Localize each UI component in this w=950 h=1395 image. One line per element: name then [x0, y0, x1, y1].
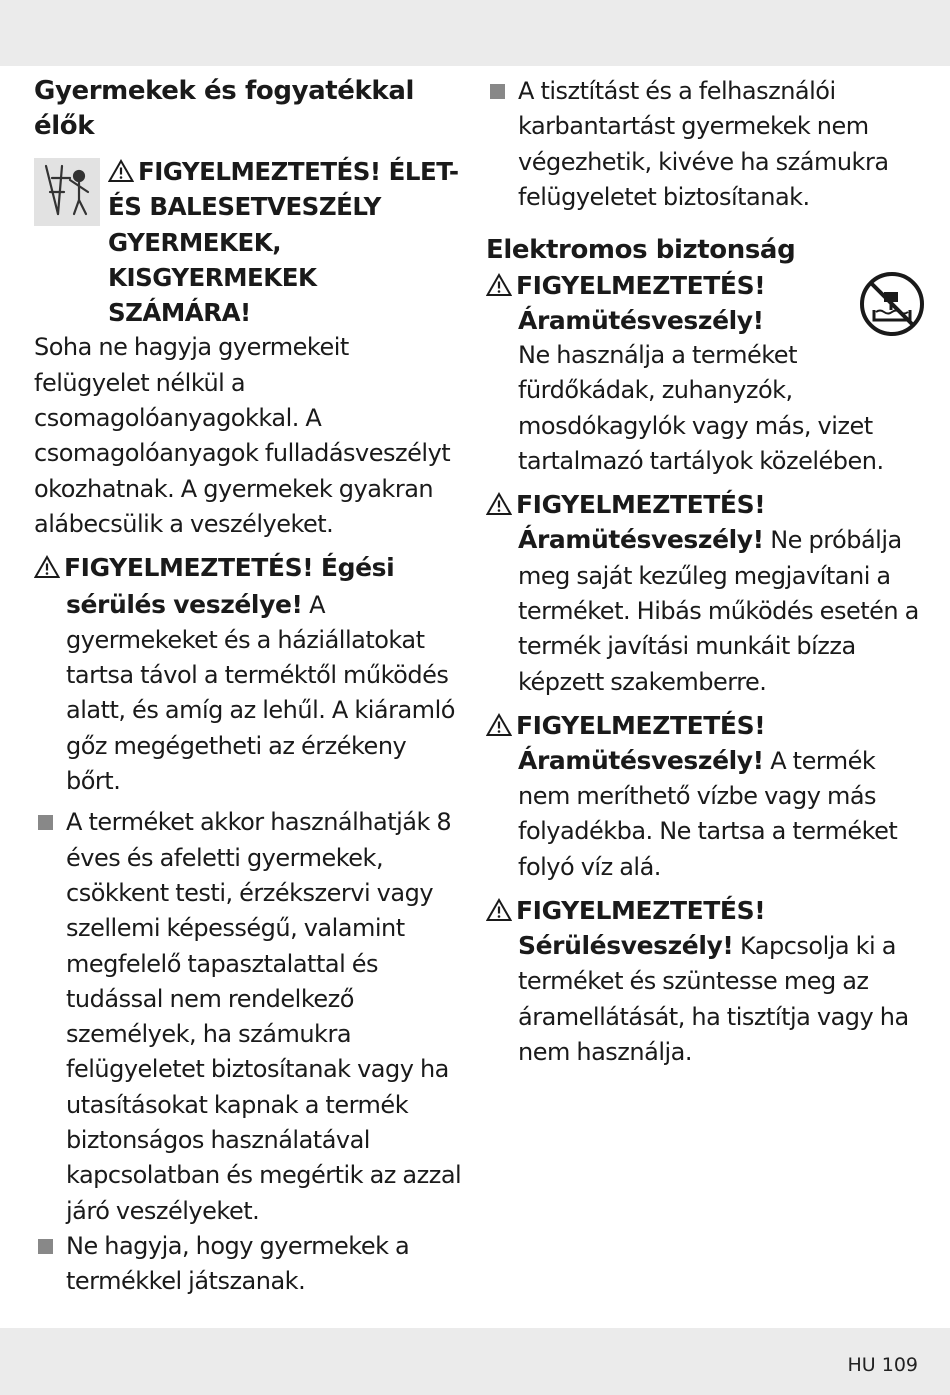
bullet-square-icon [490, 84, 505, 99]
child-warning-line-4: KISGYERMEKEK [108, 262, 317, 292]
list-item [486, 74, 926, 215]
burn-warning-text: A gyermekeket és a háziállatokat tartsa távol a terméktől működés alatt, és amíg az lehűl. A kiáramló gőz megégetheti az érzékeny bőrt. [66, 590, 455, 796]
shock-warning-repair [486, 487, 926, 699]
injury-warning [486, 893, 926, 1070]
warning-sublabel: Áramütésveszély! [518, 306, 764, 336]
child-warning-line-3: GYERMEKEK, [108, 227, 282, 257]
child-warning-line-1: FIGYELMEZTETÉS! ÉLET- [138, 157, 459, 186]
warning-label: FIGYELMEZTETÉS! [516, 271, 766, 301]
warning-triangle-icon [486, 492, 512, 516]
warning-triangle-icon [34, 555, 60, 579]
warning-triangle-icon [486, 713, 512, 737]
list-item [34, 805, 466, 1229]
child-warning-title [108, 154, 466, 330]
footer-bar [0, 1328, 950, 1395]
bullet-text-age: A terméket akkor használhatják 8 éves és afeletti gyermekek, csökkent testi, érzékszervi vagy szellemi képességű, valamint megfelelő tapasztalattal és tudással nem rendelkező személyek, ha számukra felügyeletet biztosítanak vagy ha utasításokat kapnak a termék biztonságos használatával kapcsolatban és megértik az azzal járó veszélyeket. [66, 808, 462, 1225]
child-safety-icon [34, 158, 100, 226]
warning-triangle-icon [108, 159, 134, 183]
warning-triangle-icon [486, 898, 512, 922]
bullet-text-play: Ne hagyja, hogy gyermekek a termékkel játszanak. [66, 1231, 410, 1296]
list-item [34, 1229, 466, 1300]
header-bar [0, 0, 950, 66]
burn-warning [34, 550, 466, 799]
warning-sublabel: Áramütésveszély! [518, 525, 764, 555]
page-number: HU 109 [847, 1354, 918, 1376]
section-title-children: Gyermekek és fogyatékkal élők [34, 76, 414, 141]
bullet-text-cleaning: A tisztítást és a felhasználói karbantartást gyermekek nem végezhetik, kivéve ha számukra felügyeletet biztosítanak. [518, 77, 889, 211]
warning-text: A termék nem meríthető vízbe vagy más folyadékba. Ne tartsa a terméket folyó víz alá. [518, 746, 898, 881]
shock-warning-bathtub [486, 268, 926, 479]
right-column [486, 74, 926, 1070]
burn-warning-label: FIGYELMEZTETÉS! Égési sérülés veszélye! [64, 553, 395, 619]
warning-label: FIGYELMEZTETÉS! [516, 490, 766, 520]
bullet-square-icon [38, 1239, 53, 1254]
warning-label: FIGYELMEZTETÉS! [516, 710, 766, 740]
section-title-electrical: Elektromos biztonság [486, 235, 796, 266]
packaging-warning-text: Soha ne hagyja gyermekeit felügyelet nélkül a csomagolóanyagokkal. A csomagolóanyagok fulladásveszélyt okozhatnak. A gyermekek gyakran alábecsülik a veszélyeket. [34, 333, 451, 538]
warning-text: Kapcsolja ki a terméket és szüntesse meg az áramellátását, ha tisztítja vagy ha nem használja. [518, 932, 909, 1066]
warning-sublabel: Sérülésveszély! [518, 931, 734, 961]
bullet-square-icon [38, 815, 53, 830]
warning-label: FIGYELMEZTETÉS! [516, 896, 766, 926]
child-warning-line-2: ÉS BALESETVESZÉLY [108, 192, 381, 222]
left-column [34, 74, 466, 1300]
warning-text: Ne próbálja meg saját kezűleg megjavítani a terméket. Hibás működés esetén a termék javítási munkáit bízza képzett szakemberre. [518, 526, 919, 696]
child-warning-line-5: SZÁMÁRA! [108, 298, 251, 328]
warning-text: Ne használja a terméket fürdőkádak, zuhanyzók, mosdókagylók vagy más, vizet tartalmazó tartályok közelében. [518, 341, 884, 476]
shock-warning-immersion [486, 708, 926, 885]
warning-sublabel: Áramütésveszély! [518, 745, 764, 775]
child-danger-warning [34, 154, 466, 330]
warning-triangle-icon [486, 273, 512, 297]
